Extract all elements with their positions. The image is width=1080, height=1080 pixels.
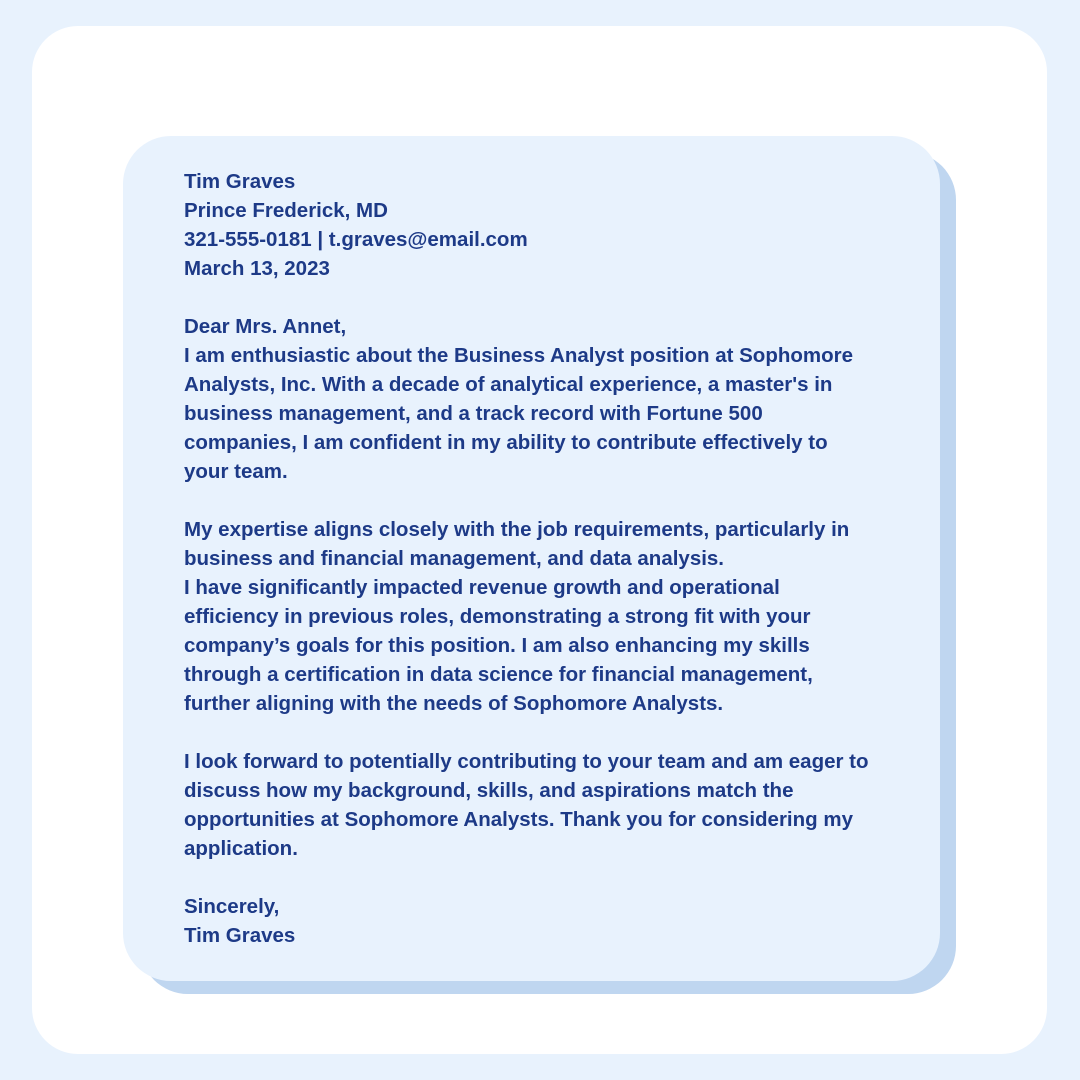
paragraph-line: application. [184, 837, 298, 860]
spacer [184, 283, 914, 312]
paragraph-2 [184, 515, 914, 718]
paragraph-line: your team. [184, 460, 288, 483]
paragraph-line: I have significantly impacted revenue growth and operational [184, 576, 780, 599]
paragraph-line: company’s goals for this position. I am also enhancing my skills [184, 634, 810, 657]
spacer [184, 863, 914, 892]
paragraph-line: I look forward to potentially contributing to your team and am eager to [184, 750, 869, 773]
sender-contact: 321-555-0181 | t.graves@email.com [184, 228, 528, 251]
cover-letter [184, 167, 914, 950]
paragraph-line: further aligning with the needs of Sophomore Analysts. [184, 692, 724, 715]
paragraph-line: opportunities at Sophomore Analysts. Thank you for considering my [184, 808, 853, 831]
paragraph-line: business management, and a track record with Fortune 500 [184, 402, 763, 425]
sender-location: Prince Frederick, MD [184, 199, 388, 222]
signoff: Sincerely, [184, 895, 280, 918]
paragraph-line: discuss how my background, skills, and aspirations match the [184, 779, 794, 802]
letter-header [184, 167, 914, 283]
paragraph-line: My expertise aligns closely with the job requirements, particularly in [184, 518, 850, 541]
paragraph-1 [184, 341, 914, 486]
letter-closing [184, 892, 914, 950]
paragraph-line: companies, I am confident in my ability to contribute effectively to [184, 431, 828, 454]
letter-date: March 13, 2023 [184, 257, 330, 280]
spacer [184, 718, 914, 747]
paragraph-line: Analysts, Inc. With a decade of analytical experience, a master's in [184, 373, 833, 396]
sender-name: Tim Graves [184, 170, 296, 193]
spacer [184, 486, 914, 515]
paragraph-line: efficiency in previous roles, demonstrating a strong fit with your [184, 605, 811, 628]
paragraph-line: business and financial management, and data analysis. [184, 547, 725, 570]
signature-name: Tim Graves [184, 924, 296, 947]
salutation: Dear Mrs. Annet, [184, 315, 347, 338]
paragraph-3 [184, 747, 914, 863]
paragraph-line: I am enthusiastic about the Business Analyst position at Sophomore [184, 344, 854, 367]
paragraph-line: through a certification in data science for financial management, [184, 663, 813, 686]
